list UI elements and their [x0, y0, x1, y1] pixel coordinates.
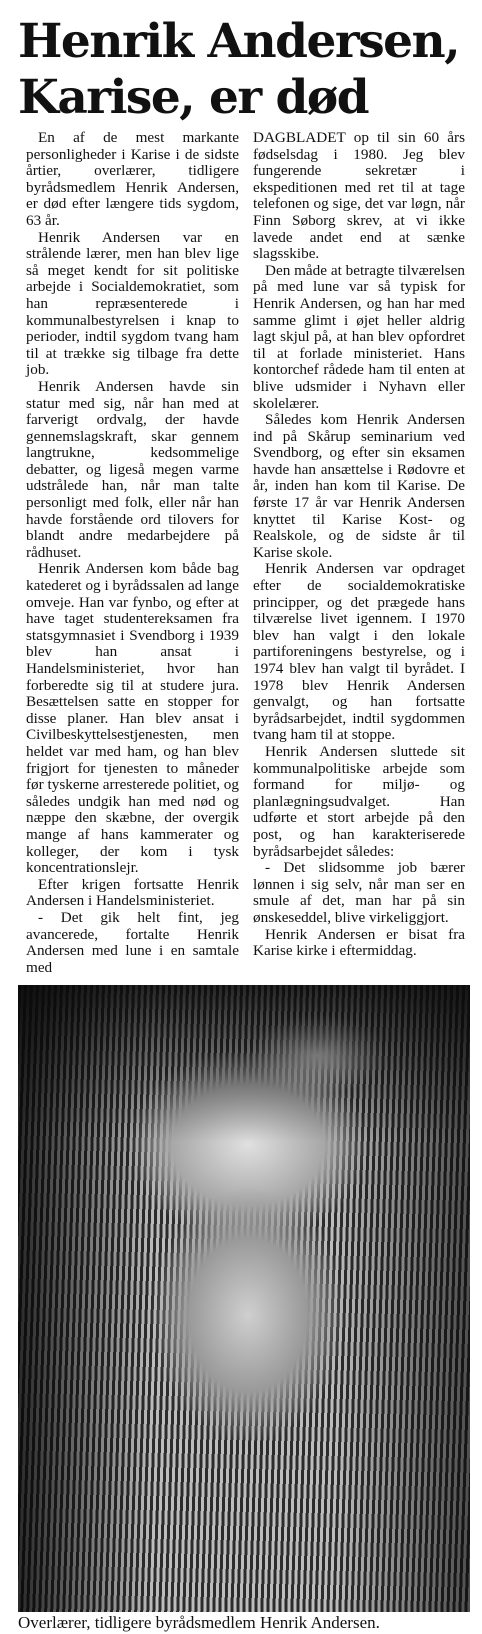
body-column-left — [26, 130, 239, 976]
paragraph: En af de mest markante personligheder i Karise i de sidste årtier, overlærer, tidligere byrådsmedlem Henrik Andersen, er død efter længere tids sygdom, 63 år. — [26, 129, 239, 229]
headline-line-2: Karise, er død — [18, 70, 369, 125]
portrait-photo — [18, 985, 470, 1612]
paragraph: - Det slidsomme job bærer lønnen i sig selv, når man ser en smule af det, man har på sin ønskeseddel, blive virkeliggjort. — [253, 859, 465, 926]
paragraph: DAGBLADET op til sin 60 års fødselsdag i 1980. Jeg blev fungerende sekretær i ekspeditionen med ret til at tage telefonen og sige, det var løgn, når Finn Søborg skrev, at vi ikke lavede andet end at sænke slagsskibe. — [253, 129, 465, 263]
paragraph: Således kom Henrik Andersen ind på Skårup seminarium ved Svendborg, og efter sin eksamen havde han ansættelse i Rødovre et år, inden han kom til Karise. De første 17 år var Henrik Andersen knyttet til Karise Kost- og Realskole, og de sidste år til Karise skole. — [253, 411, 465, 561]
body-column-right — [253, 130, 465, 960]
paragraph: Henrik Andersen var opdraget efter de socialdemokratiske principper, og det prægede hans tilværelse livet igennem. I 1970 blev han valgt i den lokale partiforeningens bestyrelse, og i 1974 blev han valgt til byrådet. I 1978 blev Henrik Andersen genvalgt, og han fortsatte byrådsarbejdet, indtil sygdommen tvang ham til at stoppe. — [253, 560, 465, 744]
paragraph: - Det gik helt fint, jeg avancerede, fortalte Henrik Andersen med lune i en samtale med — [26, 908, 239, 976]
headline-line-1: Henrik Andersen, — [18, 14, 460, 69]
paragraph: Henrik Andersen kom både bag katederet og i byrådssalen ad lange omveje. Han var fynbo, og efter at have taget studentereksamen fra statsgymnasiet i Svendborg i 1939 blev han ansat i Handelsministeriet, hvor han forberedte sig til at studere jura. Besættelsen satte en stopper for disse planer. Han blev ansat i Civilbeskyttelsestjenesten, men heldet var med ham, og han blev frigjort for tjenesten to måneder før tyskerne arresterede politiet, og således undgik han med nød og næppe den skæbne, der overgik mange af hans kammerater og kolleger, der kom i tysk koncentrationslejr. — [26, 560, 239, 877]
paragraph: Henrik Andersen havde sin statur med sig, når han med at farverigt ordvalg, der havde gennemslagskraft, skar gennem langtrukne, kedsommelige debatter, og ligeså megen varme udstrålede han, når man talte personligt med folk, eller når han havde forstående ord tilovers for blandt andre medarbejdere på rådhuset. — [26, 377, 239, 561]
paragraph: Efter krigen fortsatte Henrik Andersen i Handelsministeriet. — [26, 875, 239, 910]
paragraph: Den måde at betragte tilværelsen på med lune var så typisk for Henrik Andersen, og han har med samme glimt i øjet heller aldrig lagt skjul på, at han blev opfordret til at forlade ministeriet. Hans kontorchef rådede ham til enten at blive udsmider i Nyhavn eller skolelærer. — [253, 261, 465, 412]
photo-caption: Overlærer, tidligere byrådsmedlem Henrik Andersen. — [18, 1613, 380, 1632]
paragraph: Henrik Andersen var en strålende lærer, men han blev lige så meget kendt for sit politiske arbejde i Socialdemokratiet, som han repræsenterede i kommunalbestyrelsen i knap to perioder, indtil sygdom tvang ham til at trække sig tilbage fra dette job. — [26, 228, 239, 379]
paragraph: Henrik Andersen sluttede sit kommunalpolitiske arbejde som formand for miljø- og planlægningsudvalget. Han udførte et stort arbejde på den post, og han karakteriserede byrådsarbejdet således: — [253, 742, 465, 860]
paragraph: Henrik Andersen er bisat fra Karise kirke i eftermiddag. — [253, 925, 465, 960]
article-headline — [18, 14, 478, 126]
photo-shading — [18, 985, 470, 1612]
